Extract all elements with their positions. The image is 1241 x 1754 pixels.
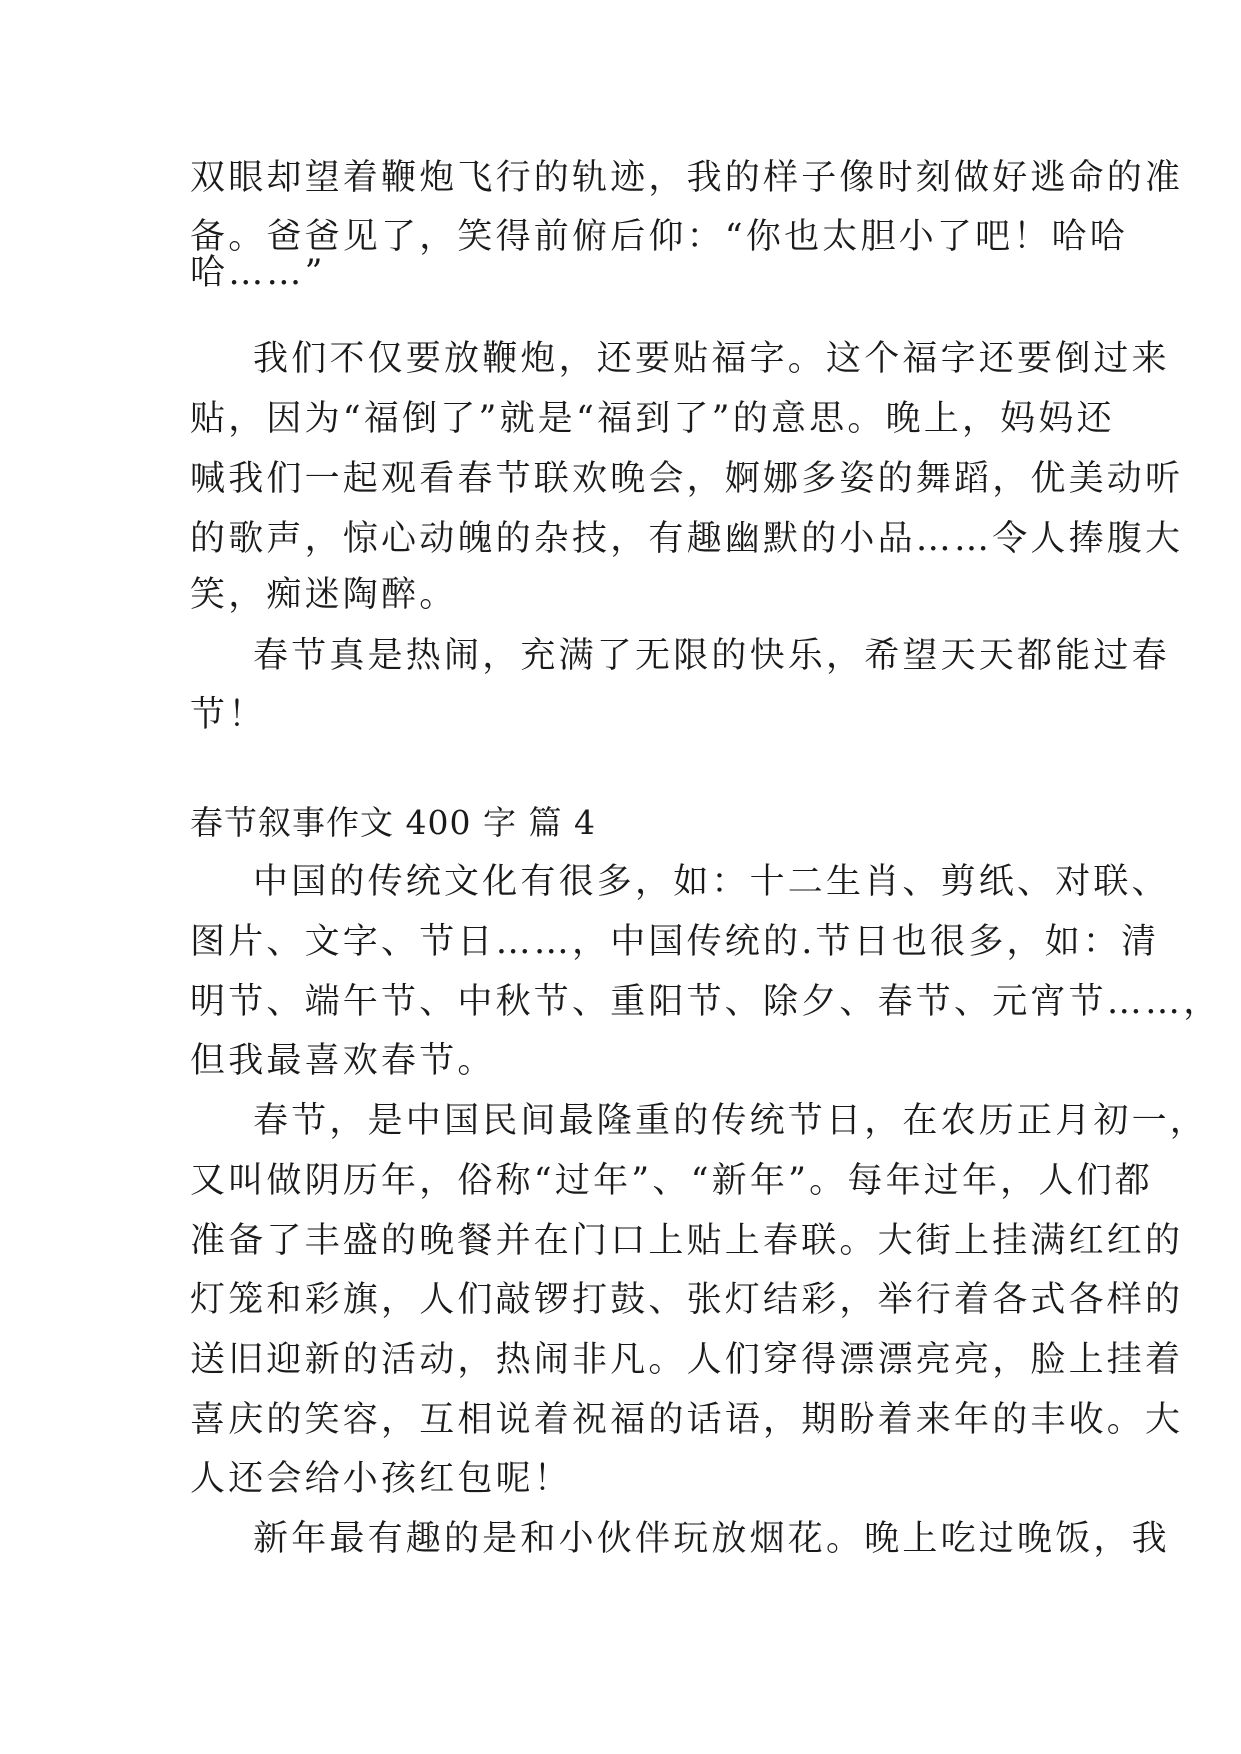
- text-line: 准备了丰盛的晚餐并在门口上贴上春联。大街上挂满红红的: [190, 1221, 1184, 1261]
- text-line: 人还会给小孩红包呢！: [190, 1459, 573, 1499]
- text-line: 喜庆的笑容，互相说着祝福的话语，期盼着来年的丰收。大: [190, 1400, 1184, 1440]
- text-line: 的歌声，惊心动魄的杂技，有趣幽默的小品……令人捧腹大: [190, 519, 1184, 559]
- text-line: 笑，痴迷陶醉。: [190, 575, 458, 615]
- text-line: 又叫做阴历年，俗称“过年”、“新年”。每年过年，人们都: [190, 1161, 1153, 1201]
- text-line: 灯笼和彩旗，人们敲锣打鼓、张灯结彩，举行着各式各样的: [190, 1280, 1184, 1320]
- text-line: 双眼却望着鞭炮飞行的轨迹，我的样子像时刻做好逃命的准: [190, 158, 1184, 198]
- text-line: 春节真是热闹，充满了无限的快乐，希望天天都能过春: [253, 636, 1170, 676]
- section-title: 春节叙事作文 400 字 篇 4: [190, 803, 596, 842]
- text-line: 图片、文字、节日……，中国传统的.节日也很多，如：清: [190, 922, 1160, 962]
- text-line: 节！: [190, 695, 267, 735]
- text-line: 送旧迎新的活动，热闹非凡。人们穿得漂漂亮亮，脸上挂着: [190, 1340, 1184, 1380]
- text-line: 新年最有趣的是和小伙伴玩放烟花。晚上吃过晚饭，我: [253, 1519, 1170, 1559]
- text-line: 喊我们一起观看春节联欢晚会，婀娜多姿的舞蹈，优美动听: [190, 459, 1184, 499]
- text-line: 春节，是中国民间最隆重的传统节日，在农历正月初一，: [253, 1101, 1209, 1141]
- text-line: 贴，因为“福倒了”就是“福到了”的意思。晚上，妈妈还: [190, 399, 1115, 439]
- text-line: 但我最喜欢春节。: [190, 1041, 496, 1081]
- text-line: 中国的传统文化有很多，如：十二生肖、剪纸、对联、: [253, 862, 1170, 902]
- text-line: 哈……”: [190, 253, 326, 293]
- text-line: 备。爸爸见了，笑得前俯后仰：“你也太胆小了吧！哈哈: [190, 217, 1128, 257]
- text-line: 明节、端午节、中秋节、重阳节、除夕、春节、元宵节……，: [190, 982, 1222, 1022]
- text-line: 我们不仅要放鞭炮，还要贴福字。这个福字还要倒过来: [253, 339, 1170, 379]
